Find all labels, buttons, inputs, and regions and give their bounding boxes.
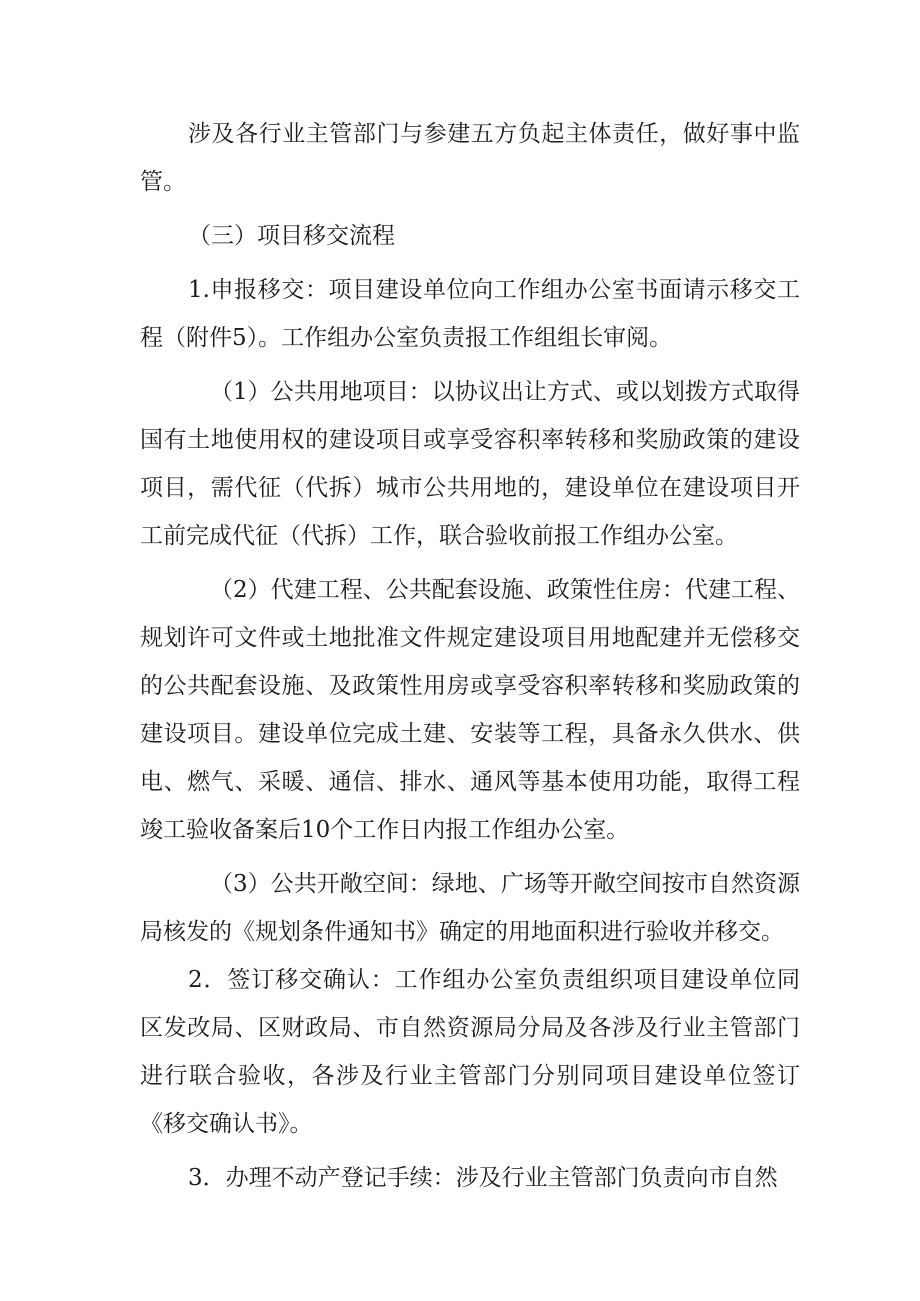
- paragraph-agent-construction: （2）代建工程、公共配套设施、政策性住房：代建工程、规划许可文件或土地批准文件规定建设项目用地配建并无偿移交的公共配套设施、及政策性用房或享受容积率转移和奖励政策的建设项目。建设单位完成土建、安装等工程，具备永久供水、供电、燃气、采暖、通信、排水、通风等基本使用功能，取得工程竣工验收备案后10个工作日内报工作组办公室。: [140, 577, 800, 843]
- paragraph-real-estate-registration: 3．办理不动产登记手续：涉及行业主管部门负责向市自然: [188, 1165, 778, 1191]
- paragraph-supervision: 涉及各行业主管部门与参建五方负起主体责任，做好事中监管。: [140, 121, 800, 195]
- document-page: [140, 110, 800, 1202]
- paragraph-apply-transfer: 1.申报移交：项目建设单位向工作组办公室书面请示移交工程（附件5）。工作组办公室负责报工作组组长审阅。: [140, 277, 800, 351]
- paragraph-public-land: （1）公共用地项目：以协议出让方式、或以划拨方式取得国有土地使用权的建设项目或享受容积率转移和奖励政策的建设项目，需代征（代拆）城市公共用地的，建设单位在建设项目开工前完成代征（代拆）工作，联合验收前报工作组办公室。: [140, 379, 800, 549]
- paragraph-open-space: （3）公共开敞空间：绿地、广场等开敞空间按市自然资源局核发的《规划条件通知书》确定的用地面积进行验收并移交。: [140, 871, 800, 945]
- section-heading-transfer-process: （三）项目移交流程: [188, 223, 395, 249]
- paragraph-sign-confirmation: 2．签订移交确认：工作组办公室负责组织项目建设单位同区发改局、区财政局、市自然资源局分局及各涉及行业主管部门进行联合验收，各涉及行业主管部门分别同项目建设单位签订《移交确认书》。: [140, 967, 800, 1137]
